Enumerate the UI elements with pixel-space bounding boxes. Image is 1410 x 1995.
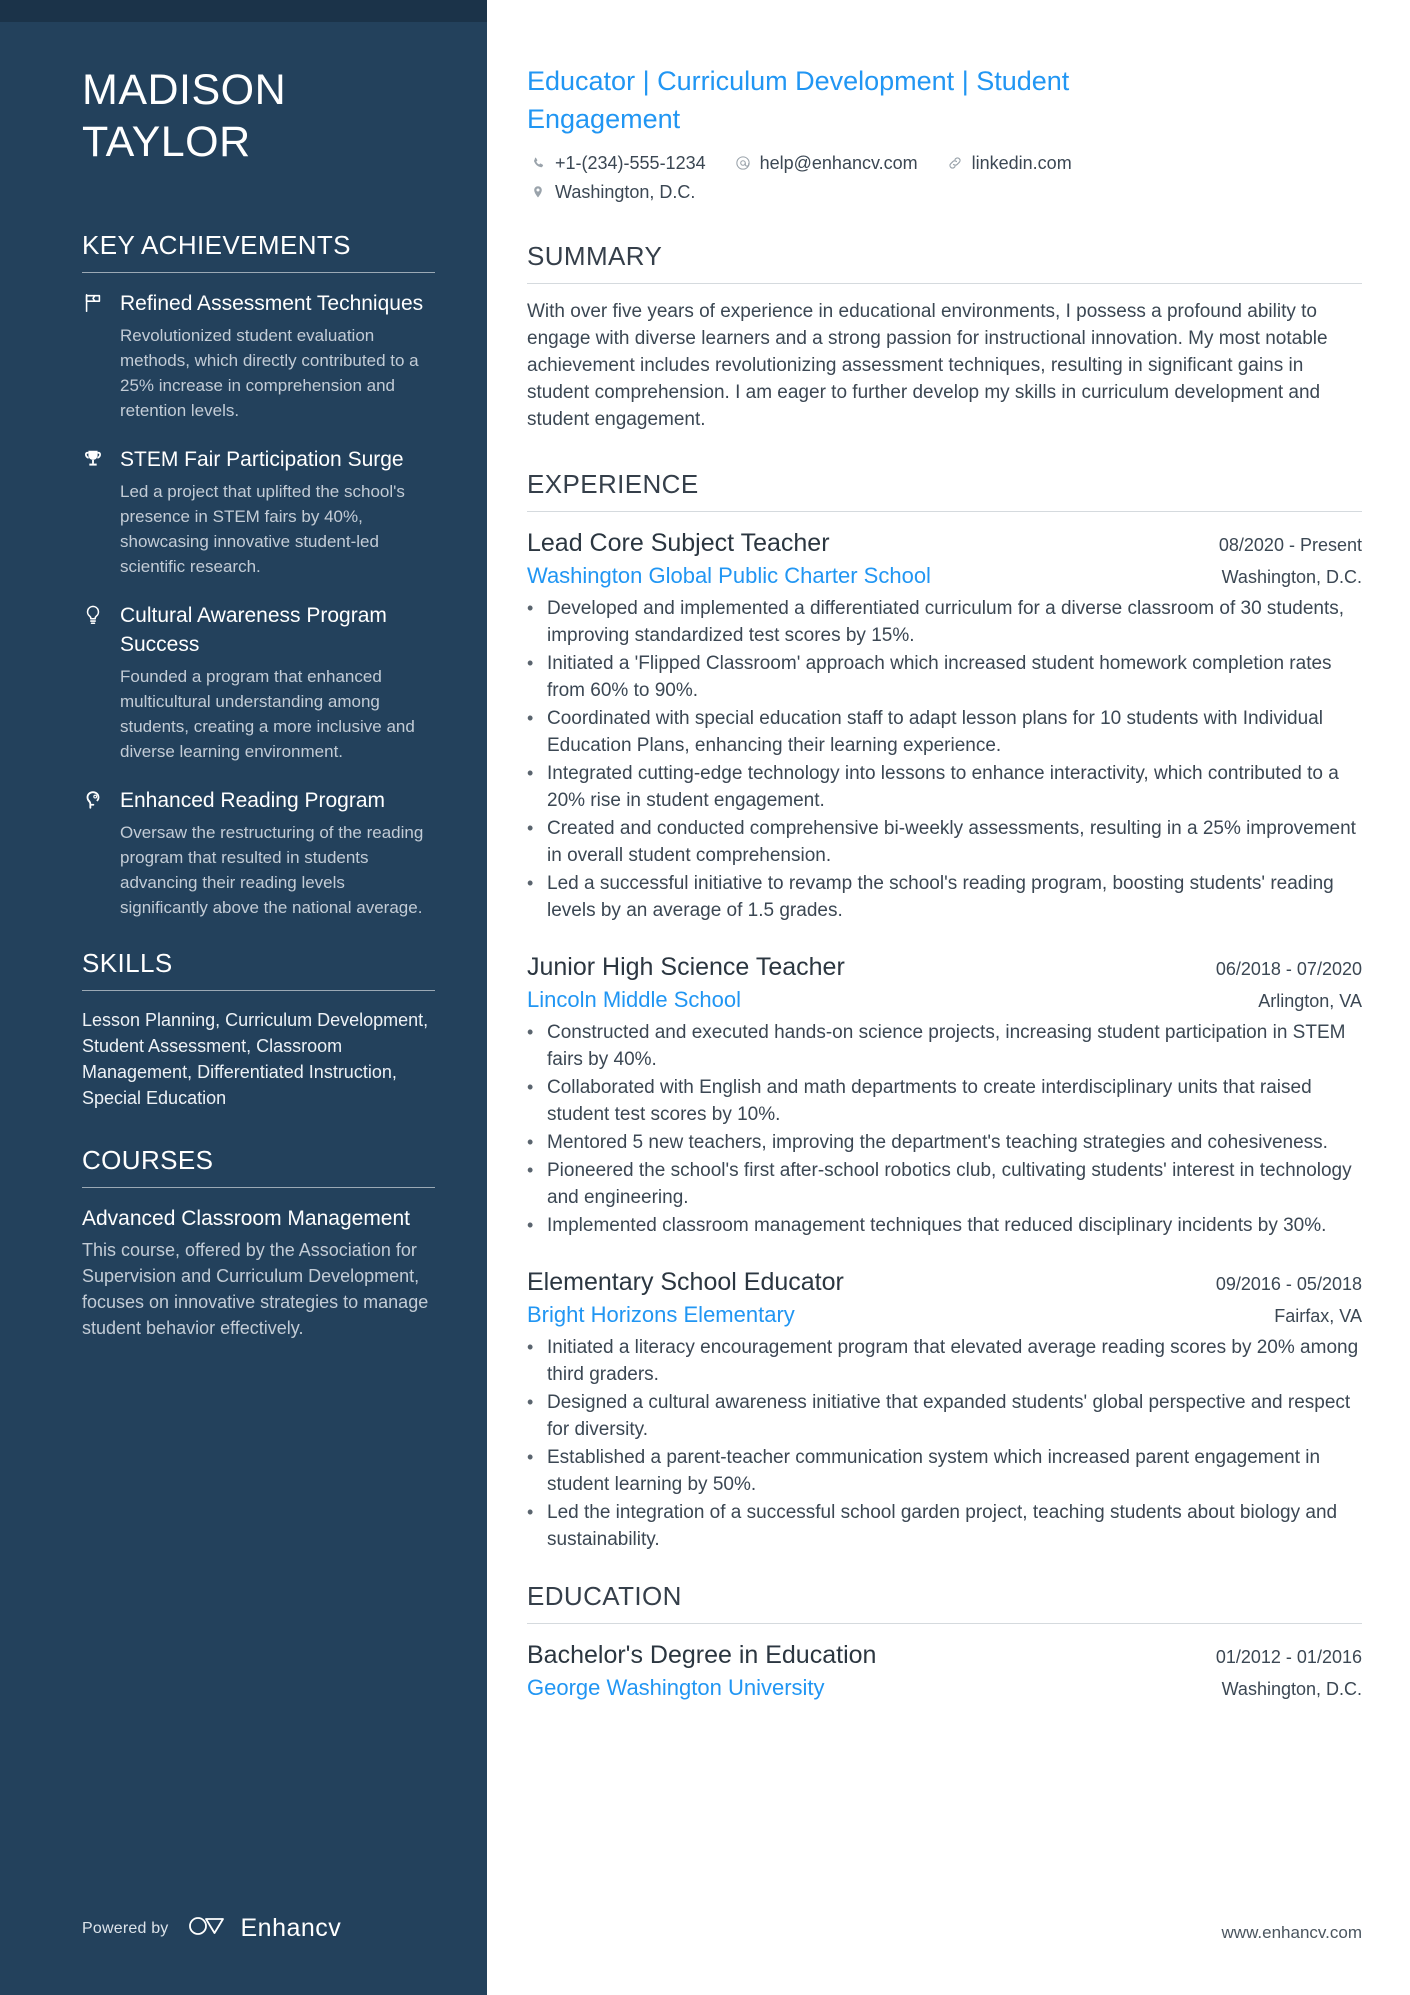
bullet-marker: • (527, 1132, 534, 1152)
bullet-text: Developed and implemented a differentiated curriculum for a diverse classroom of 30 students, improving standardized test scores by 15%. (547, 598, 1345, 646)
job-dates: 09/2016 - 05/2018 (1215, 1274, 1362, 1294)
enhancv-brand (187, 1914, 342, 1943)
enhancv-logo-icon (187, 1914, 231, 1943)
job-bullets (527, 595, 1362, 924)
achievement-title: Refined Assessment Techniques (120, 292, 424, 315)
job-location: Fairfax, VA (1274, 1306, 1362, 1326)
bullet-marker: • (527, 1502, 534, 1522)
bullet-marker: • (527, 873, 534, 893)
bullet-text: Designed a cultural awareness initiative that expanded students' global perspective and respect for diversity. (547, 1392, 1351, 1440)
education-degree: Bachelor's Degree in Education (527, 1641, 877, 1669)
course-description: This course, offered by the Association for Supervision and Curriculum Development, focuses on innovative strategies to manage student behavior effectively. (82, 1240, 429, 1338)
bullet-marker: • (527, 1077, 534, 1097)
contact-email[interactable] (732, 150, 918, 176)
experience-heading: EXPERIENCE (527, 469, 699, 499)
achievement-description: Revolutionized student evaluation methods, which directly contributed to a 25% increase in comprehension and retention levels. (120, 326, 419, 420)
achievement-description: Led a project that uplifted the school's presence in STEM fairs by 40%, showcasing innovative student-led scientific research. (120, 482, 405, 576)
candidate-name (82, 64, 435, 168)
section-education (527, 1579, 1362, 1703)
sidebar-top-strip (0, 0, 487, 22)
achievement-title: STEM Fair Participation Surge (120, 448, 404, 471)
contact-row-location (527, 179, 1362, 205)
bullet-marker: • (527, 763, 534, 783)
divider (527, 1623, 1362, 1624)
contact-linkedin[interactable] (944, 150, 1072, 176)
bullet-text: Coordinated with special education staff to adapt lesson plans for 10 students with Individual Education Plans, enhancing their learning experience. (547, 708, 1323, 756)
bullet-marker: • (527, 708, 534, 728)
bullet-marker: • (527, 1447, 534, 1467)
job-bullet (527, 1499, 1362, 1553)
job-company-row (527, 984, 1362, 1015)
email-icon (732, 155, 754, 171)
job-bullet (527, 650, 1362, 704)
bullet-text: Implemented classroom management techniques that reduced disciplinary incidents by 30%. (547, 1215, 1327, 1236)
contact-email-value: help@enhancv.com (759, 153, 918, 173)
headline: Educator | Curriculum Development | Student Engagement (527, 66, 1070, 134)
bullet-marker: • (527, 1337, 534, 1357)
job-company[interactable]: Lincoln Middle School (527, 987, 742, 1012)
job-bullet (527, 1212, 1362, 1239)
link-icon (944, 155, 966, 171)
job-bullet (527, 1129, 1362, 1156)
experience-entry (527, 1265, 1362, 1553)
bullet-marker: • (527, 1022, 534, 1042)
job-dates: 08/2020 - Present (1218, 535, 1362, 555)
education-entry (527, 1638, 1362, 1703)
job-location: Washington, D.C. (1221, 567, 1362, 587)
sidebar-footer (0, 1914, 487, 1995)
contact-phone[interactable] (527, 150, 706, 176)
skills-list: Lesson Planning, Curriculum Development, Student Assessment, Classroom Management, Differentiated Instruction, Special Education (82, 1010, 429, 1108)
trophy-icon (82, 445, 112, 470)
contact-row-primary (527, 150, 1362, 176)
bullet-text: Pioneered the school's first after-school robotics club, cultivating students' interest in technology and engineering. (547, 1160, 1352, 1208)
job-bullets (527, 1334, 1362, 1553)
job-bullet (527, 1019, 1362, 1073)
job-bullet (527, 595, 1362, 649)
contact-info (527, 150, 1362, 205)
job-title: Lead Core Subject Teacher (527, 529, 830, 557)
achievement-description: Founded a program that enhanced multicultural understanding among students, creating a more inclusive and diverse learning environment. (120, 667, 415, 761)
job-title-row (527, 950, 1362, 984)
bullet-marker: • (527, 818, 534, 838)
bullet-marker: • (527, 1160, 534, 1180)
job-bullets (527, 1019, 1362, 1239)
bullet-text: Integrated cutting-edge technology into lessons to enhance interactivity, which contributed to a 20% rise in student engagement. (547, 763, 1339, 811)
job-company[interactable]: Washington Global Public Charter School (527, 563, 931, 588)
summary-text: With over five years of experience in educational environments, I possess a profound ability to engage with diverse learners and a strong passion for instructional innovation. My most notable achievement includes revolutionizing assessment techniques, resulting in significant gains in student comprehension. I am eager to further develop my skills in curriculum development and student engagement. (527, 301, 1328, 430)
bullet-text: Created and conducted comprehensive bi-weekly assessments, resulting in a 25% improvement in overall student comprehension. (547, 818, 1356, 866)
job-bullet (527, 1157, 1362, 1211)
achievement-title: Cultural Awareness Program Success (120, 604, 387, 656)
bullet-marker: • (527, 1392, 534, 1412)
bullet-text: Initiated a 'Flipped Classroom' approach which increased student homework completion rates from 60% to 90%. (547, 653, 1332, 701)
achievement-item (82, 786, 435, 920)
bullet-text: Led a successful initiative to revamp the school's reading program, boosting students' reading levels by an average of 1.5 grades. (547, 873, 1334, 921)
bullet-marker: • (527, 653, 534, 673)
experience-entry (527, 526, 1362, 924)
achievement-title: Enhanced Reading Program (120, 789, 386, 812)
contact-phone-value: +1-(234)-555-1234 (555, 153, 706, 173)
skills-heading: SKILLS (82, 948, 173, 978)
section-key-achievements (82, 228, 435, 920)
achievement-item (82, 445, 435, 579)
job-bullet (527, 815, 1362, 869)
job-title: Junior High Science Teacher (527, 953, 845, 981)
bullet-text: Mentored 5 new teachers, improving the department's teaching strategies and cohesiveness. (547, 1132, 1328, 1153)
contact-linkedin-value: linkedin.com (971, 153, 1072, 173)
name-line-last: TAYLOR (82, 118, 251, 166)
job-bullet (527, 705, 1362, 759)
bullet-text: Established a parent-teacher communication system which increased parent engagement in student learning by 50%. (547, 1447, 1321, 1495)
job-title-row (527, 526, 1362, 560)
bullet-text: Collaborated with English and math departments to create interdisciplinary units that raised student test scores by 10%. (547, 1077, 1312, 1125)
location-pin-icon (527, 184, 549, 200)
bullet-text: Constructed and executed hands-on science projects, increasing student participation in STEM fairs by 40%. (547, 1022, 1346, 1070)
divider (82, 272, 435, 273)
course-title: Advanced Classroom Management (82, 1207, 411, 1230)
achievement-item (82, 601, 435, 764)
contact-location (527, 179, 695, 205)
phone-icon (527, 156, 549, 171)
name-line-first: MADISON (82, 66, 287, 114)
main-column (487, 0, 1410, 1995)
section-courses (82, 1143, 435, 1341)
lightbulb-icon (82, 601, 112, 626)
job-company-row (527, 560, 1362, 591)
divider (82, 1187, 435, 1188)
section-skills (82, 946, 435, 1111)
job-dates: 06/2018 - 07/2020 (1215, 959, 1362, 979)
sidebar (0, 0, 487, 1995)
bullet-marker: • (527, 598, 534, 618)
experience-entry (527, 950, 1362, 1239)
education-dates: 01/2012 - 01/2016 (1215, 1647, 1362, 1667)
job-location: Arlington, VA (1258, 991, 1362, 1011)
job-bullet (527, 1334, 1362, 1388)
bullet-marker: • (527, 1215, 534, 1235)
course-item (82, 1204, 435, 1341)
job-bullet (527, 1074, 1362, 1128)
divider (82, 990, 435, 991)
head-brain-icon (82, 786, 112, 811)
divider (527, 283, 1362, 284)
bullet-text: Led the integration of a successful school garden project, teaching students about biology and sustainability. (547, 1502, 1338, 1550)
education-heading: EDUCATION (527, 1581, 682, 1611)
job-title-row (527, 1265, 1362, 1299)
section-experience (527, 467, 1362, 1553)
job-bullet (527, 760, 1362, 814)
section-summary (527, 239, 1362, 433)
job-bullet (527, 1444, 1362, 1498)
job-company-row (527, 1299, 1362, 1330)
job-bullet (527, 1389, 1362, 1443)
footer-url[interactable]: www.enhancv.com (1221, 1923, 1362, 1942)
divider (527, 511, 1362, 512)
courses-heading: COURSES (82, 1145, 214, 1175)
job-company[interactable]: Bright Horizons Elementary (527, 1302, 795, 1327)
achievement-item (82, 289, 435, 423)
job-title: Elementary School Educator (527, 1268, 844, 1296)
achievement-description: Oversaw the restructuring of the reading program that resulted in students advancing their reading levels significantly above the national average. (120, 823, 424, 917)
job-bullet (527, 870, 1362, 924)
key-achievements-heading: KEY ACHIEVEMENTS (82, 230, 351, 260)
powered-by-label: Powered by (82, 1919, 169, 1937)
education-degree-row (527, 1638, 1362, 1672)
contact-location-value: Washington, D.C. (555, 182, 696, 202)
flag-icon (82, 289, 112, 314)
education-school[interactable]: George Washington University (527, 1675, 825, 1700)
enhancv-brand-name: Enhancv (240, 1914, 342, 1942)
education-location: Washington, D.C. (1221, 1679, 1362, 1699)
bullet-text: Initiated a literacy encouragement program that elevated average reading scores by 20% among third graders. (547, 1337, 1359, 1385)
summary-heading: SUMMARY (527, 241, 663, 271)
education-school-row (527, 1672, 1362, 1703)
